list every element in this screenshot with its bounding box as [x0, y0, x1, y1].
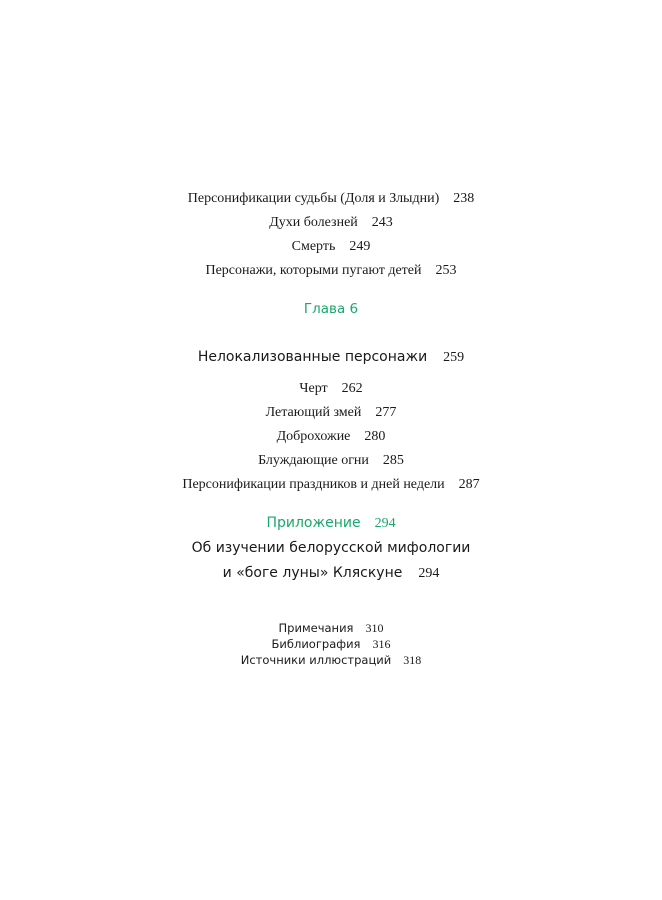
back-matter-page: 318 [403, 653, 422, 667]
appendix-title-line-1[interactable]: Об изучении белорусской мифологии [191, 540, 471, 556]
appendix-title-line-2: и «боге луны» Кляскуне [222, 565, 403, 581]
appendix-label: Приложение [266, 515, 361, 531]
toc-entry-page: 253 [435, 263, 457, 278]
toc-entry[interactable] [0, 240, 662, 254]
toc-entry[interactable] [0, 216, 662, 230]
chapter-title: Нелокализованные персонажи [197, 349, 428, 365]
chapter-title-entry[interactable] [0, 350, 662, 365]
appendix-title-page: 294 [418, 566, 440, 581]
back-matter-title: Источники иллюстраций [240, 653, 392, 667]
toc-entry-title: Черт [299, 381, 328, 396]
back-matter-page: 310 [365, 621, 384, 635]
back-matter-entry[interactable] [0, 638, 662, 651]
appendix-page: 294 [374, 516, 396, 531]
toc-entry-page: 280 [364, 429, 386, 444]
back-matter-entry[interactable] [0, 654, 662, 667]
toc-entry[interactable] [0, 192, 662, 206]
toc-entry-page: 277 [375, 405, 397, 420]
toc-entry-title: Персонажи, которыми пугают детей [205, 263, 422, 278]
toc-entry-page: 249 [349, 239, 371, 254]
toc-entry-title: Персонификации праздников и дней недели [182, 477, 445, 492]
toc-entry-title: Блуждающие огни [258, 453, 369, 468]
back-matter-title: Библиография [271, 637, 361, 651]
chapter-title-page: 259 [443, 350, 465, 365]
chapter-label: Глава 6 [303, 301, 359, 317]
toc-entry-page: 262 [341, 381, 363, 396]
toc-entry[interactable] [0, 430, 662, 444]
toc-entry-title: Персонификации судьбы (Доля и Злыдни) [187, 191, 440, 206]
toc-entry-page: 243 [371, 215, 393, 230]
back-matter-entry[interactable] [0, 622, 662, 635]
toc-entry-title: Смерть [291, 239, 336, 254]
toc-entry[interactable] [0, 382, 662, 396]
toc-entry[interactable] [0, 478, 662, 492]
toc-entry-title: Доброхожие [276, 429, 351, 444]
toc-entry[interactable] [0, 264, 662, 278]
appendix-title-line-2-entry[interactable] [0, 566, 662, 581]
toc-entry-page: 287 [458, 477, 480, 492]
appendix-entry[interactable] [0, 516, 662, 531]
toc-entry-title: Духи болезней [269, 215, 358, 230]
toc-entry-page: 238 [453, 191, 475, 206]
toc-entry-page: 285 [382, 453, 404, 468]
toc-entry[interactable] [0, 454, 662, 468]
toc-entry[interactable] [0, 406, 662, 420]
toc-entry-title: Летающий змей [265, 405, 362, 420]
back-matter-page: 316 [372, 637, 391, 651]
back-matter-title: Примечания [278, 621, 354, 635]
